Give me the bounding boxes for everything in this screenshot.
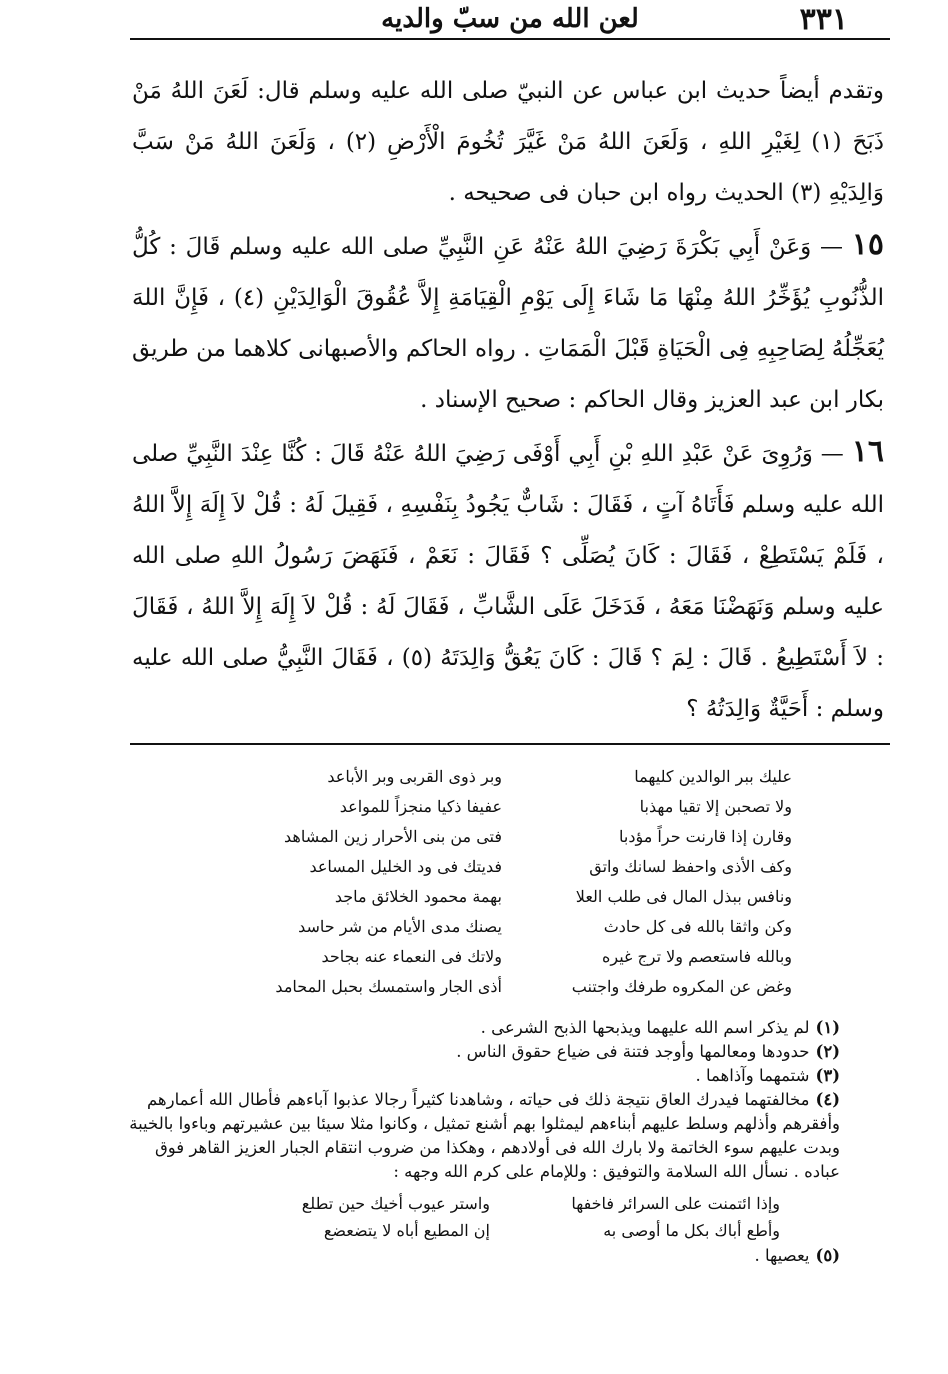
poem-verse	[232, 792, 792, 822]
verse-first-half: عليك ببر الوالدين كليهما	[634, 767, 792, 786]
footnote-text: لم يذكر اسم الله عليهما ويذبحها الذبح الشرعى .	[480, 1018, 810, 1037]
verse-second-half: إن المطيع أباه لا يتضعضع	[323, 1221, 490, 1240]
main-text	[132, 66, 884, 735]
footnote-text: يعصيها .	[754, 1246, 810, 1265]
poem-verse	[232, 972, 792, 1002]
footnotes	[120, 1016, 840, 1268]
hadith-text: — وَرُوِىَ عَنْ عَبْدِ اللهِ بْنِ أَبِي أَوْفَى رَضِيَ اللهُ عَنْهُ قَالَ : كُنَّا عِنْدَ النَّبِيِّ صلى الله عليه وسلم فَأَتَاهُ آتٍ ، فَقَالَ : شَابٌّ يَجُودُ بِنَفْسِهِ ، فَقِيلَ لَهُ : قُلْ لاَ إِلَهَ إِلاَّ اللهُ ، فَلَمْ يَسْتَطِعْ ، فَقَالَ : كَانَ يُصَلِّى ؟ فَقَالَ : نَعَمْ ، فَنَهَضَ رَسُولُ اللهِ صلى الله عليه وسلم وَنَهَضْنَا مَعَهُ ، فَدَخَلَ عَلَى الشَّابِّ ، فَقَالَ لَهُ : قُلْ لاَ إِلَهَ إِلاَّ اللهُ ، فَقَالَ : لاَ أَسْتَطِيعُ . قَالَ : لِمَ ؟ قَالَ : كَانَ يَعُقُّ وَالِدَتَهُ (٥) ، فَقَالَ النَّبِيُّ صلى الله عليه وسلم : أَحَيَّةٌ وَالِدَتُهُ ؟	[132, 441, 884, 722]
verse-first-half: وكف الأذى واحفظ لسانك واتق	[589, 857, 792, 876]
page-header	[130, 0, 890, 40]
hadith-15	[132, 219, 884, 426]
footnote	[120, 1064, 840, 1088]
poem-block	[232, 762, 792, 1002]
verse-second-half: بهمة محمود الخلائق ماجد	[334, 887, 502, 906]
poem-verse	[232, 822, 792, 852]
verse-first-half: ونافس ببذل المال فى طلب العلا	[575, 887, 792, 906]
footnote	[120, 1088, 840, 1184]
footnote-text: مخالفتهما فيدرك العاق نتيجة ذلك فى حياته ، وشاهدنا كثيراً رجالا عذبوا آباءهم فأطال الله أعمارهم وأفقرهم وأذلهم وسلط عليهم أبناءهم ليمثلوا بهم أشنع تمثيل ، وكانوا مثلا سيئا بين عشيرتهم وباءوا بالخيبة وبدت عليهم سوء الخاتمة ولا بارك الله فى أولادهم ، وهكذا من ضروب انتقام الجبار العزيز القاهر فوق عباده . نسأل الله السلامة والتوفيق : وللإمام على كرم الله وجهه :	[129, 1090, 840, 1181]
poem-verse	[232, 852, 792, 882]
verse-second-half: يصنك مدى الأيام من شر حاسد	[298, 917, 502, 936]
verse-second-half: واستر عيوب أخيك حين تطلع	[301, 1194, 490, 1213]
hadith-text: — وَعَنْ أَبِي بَكْرَةَ رَضِيَ اللهُ عَنْهُ عَنِ النَّبِيِّ صلى الله عليه وسلم قَالَ : كُلُّ الذُّنُوبِ يُؤَخِّرُ اللهُ مِنْهَا مَا شَاءَ إِلَى يَوْمِ الْقِيَامَةِ إِلاَّ عُقُوقَ الْوَالِدَيْنِ (٤) ، فَإِنَّ اللهَ يُعَجِّلُهُ لِصَاحِبِهِ فِى الْحَيَاةِ قَبْلَ الْمَمَاتِ . رواه الحاكم والأصبهانى كلاهما من طريق بكار ابن عبد العزيز وقال الحاكم : صحيح الإسناد .	[132, 234, 884, 413]
verse-second-half: أذى الجار واستمسك بحبل المحامد	[275, 977, 502, 996]
footnote-mark: (٤)	[815, 1090, 840, 1109]
poem-verse	[232, 762, 792, 792]
verse-second-half: فتى من بنى الأحرار زين المشاهد	[284, 827, 502, 846]
poem-verse	[232, 882, 792, 912]
poem-verse	[232, 942, 792, 972]
verse-second-half: ولاتك فى النعماء عنه بجاحد	[321, 947, 502, 966]
footnote-mark: (٥)	[815, 1246, 840, 1265]
paragraph-intro: وتقدم أيضاً حديث ابن عباس عن النبيّ صلى الله عليه وسلم قال: لَعَنَ اللهُ مَنْ ذَبَحَ (١) لِغَيْرِ اللهِ ، وَلَعَنَ اللهُ مَنْ غَيَّرَ تُخُومَ الْأَرْضِ (٢) ، وَلَعَنَ اللهُ مَنْ سَبَّ وَالِدَيْهِ (٣) الحديث رواه ابن حبان فى صحيحه .	[132, 78, 885, 206]
verse-first-half: وغض عن المكروه طرفك واجتنب	[571, 977, 792, 996]
poem-verse	[232, 912, 792, 942]
footnote	[120, 1016, 840, 1040]
verse-first-half: وأطع أباك بكل ما أوصى به	[603, 1221, 780, 1240]
hadith-number: ١٦	[851, 434, 885, 469]
footnote-mark: (٣)	[815, 1066, 840, 1085]
footnote-mark: (١)	[815, 1018, 840, 1037]
poem-verse	[160, 1217, 780, 1244]
verse-second-half: فديتك فى ود الخليل المساعد	[309, 857, 502, 876]
verse-first-half: ولا تصحبن إلا تقيا مهذبا	[639, 797, 792, 816]
verse-first-half: وقارن إذا قارنت حراً مؤدبا	[619, 827, 792, 846]
verse-second-half: وبر ذوى القربى وبر الأباعد	[327, 767, 502, 786]
poem-verse	[160, 1190, 780, 1217]
footnote-text: حدودها ومعالمها وأوجد فتنة فى ضياع حقوق الناس .	[456, 1042, 810, 1061]
footnote-text: شتمهما وآذاهما .	[695, 1066, 810, 1085]
hadith-number: ١٥	[851, 227, 884, 262]
verse-second-half: عفيفا ذكيا منجزاً للمواعد	[339, 797, 502, 816]
footnote	[120, 1244, 840, 1268]
hadith-16	[132, 426, 884, 735]
footnote-mark: (٢)	[815, 1042, 840, 1061]
verse-first-half: وإذا ائتمنت على السرائر فاخفها	[571, 1194, 780, 1213]
page-number: ٣٣١	[799, 2, 848, 37]
footnote-poem	[160, 1190, 780, 1244]
verse-first-half: وكن واثقا بالله فى كل حادث	[603, 917, 792, 936]
footnote	[120, 1040, 840, 1064]
running-title: لعن الله من سبّ والديه	[381, 4, 639, 34]
verse-first-half: وبالله فاستعصم ولا ترج غيره	[601, 947, 792, 966]
footnote-divider	[130, 743, 890, 745]
